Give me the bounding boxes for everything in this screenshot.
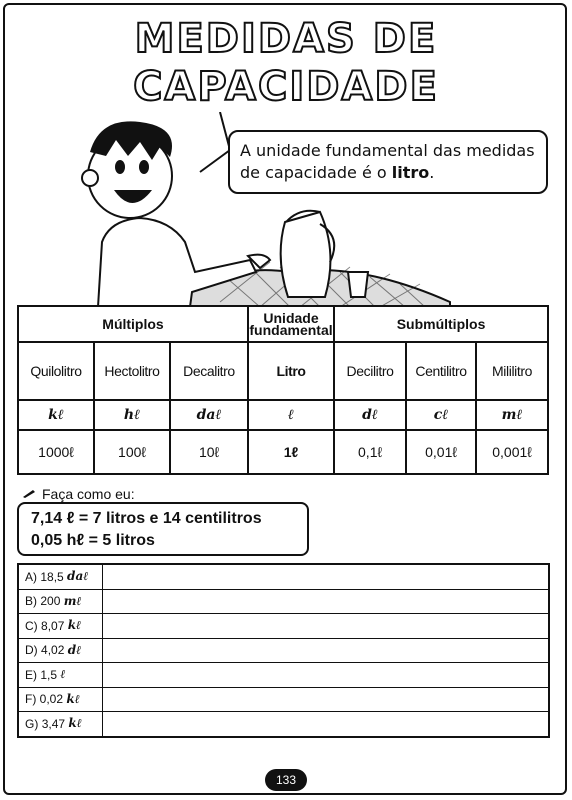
unit-symbol: kℓ xyxy=(18,400,94,430)
speech-text-end: . xyxy=(429,163,435,182)
unit-value: 1ℓ xyxy=(248,430,334,474)
unit-value: 10ℓ xyxy=(170,430,248,474)
exercise-row xyxy=(19,590,548,615)
exercise-list xyxy=(17,563,550,738)
unit-name: Decilitro xyxy=(334,342,406,400)
exercise-row xyxy=(19,688,548,713)
header-multiples: Múltiplos xyxy=(18,306,248,342)
unit-symbol: ℓ xyxy=(248,400,334,430)
capacity-units-table xyxy=(17,305,549,475)
exercise-row xyxy=(19,712,548,736)
unit-name: Decalitro xyxy=(170,342,248,400)
page-title-line2: CAPACIDADE xyxy=(133,64,439,110)
exercise-row xyxy=(19,663,548,688)
exercise-label: G) 3,47 kℓ xyxy=(19,712,103,736)
header-submultiples: Submúltiplos xyxy=(334,306,548,342)
example-line: 7,14 ℓ = 7 litros e 14 centilitros xyxy=(31,510,262,527)
unit-symbol: dℓ xyxy=(334,400,406,430)
unit-name: Mililitro xyxy=(476,342,548,400)
page-number: 133 xyxy=(265,769,307,791)
exercise-row xyxy=(19,639,548,664)
speech-text: A unidade fundamental das medidas de capacidade é o xyxy=(240,141,535,182)
exercise-label: B) 200 mℓ xyxy=(19,590,103,614)
exercise-label: D) 4,02 dℓ xyxy=(19,639,103,663)
unit-symbol: hℓ xyxy=(94,400,170,430)
unit-value: 0,1ℓ xyxy=(334,430,406,474)
exercise-row xyxy=(19,565,548,590)
example-box xyxy=(17,502,309,556)
unit-name: Centilitro xyxy=(406,342,476,400)
exercise-label: E) 1,5 ℓ xyxy=(19,663,103,687)
unit-name: Quilolitro xyxy=(18,342,94,400)
unit-value: 100ℓ xyxy=(94,430,170,474)
unit-value: 0,001ℓ xyxy=(476,430,548,474)
unit-name: Litro xyxy=(248,342,334,400)
pencil-icon xyxy=(22,489,36,499)
exercise-row xyxy=(19,614,548,639)
instruction-text: Faça como eu: xyxy=(42,486,135,502)
speech-bold-word: litro xyxy=(391,163,430,182)
exercise-label: C) 8,07 kℓ xyxy=(19,614,103,638)
page-title-line1: MEDIDAS DE xyxy=(134,16,438,62)
unit-symbol: cℓ xyxy=(406,400,476,430)
instruction xyxy=(22,486,135,502)
unit-symbol: daℓ xyxy=(170,400,248,430)
exercise-label: A) 18,5 daℓ xyxy=(19,565,103,589)
unit-symbol: mℓ xyxy=(476,400,548,430)
unit-name: Hectolitro xyxy=(94,342,170,400)
speech-bubble xyxy=(228,130,548,194)
header-fundamental: Unidade fundamental xyxy=(248,306,334,342)
exercise-label: F) 0,02 kℓ xyxy=(19,688,103,712)
example-line: 0,05 hℓ = 5 litros xyxy=(31,532,155,549)
unit-value: 1000ℓ xyxy=(18,430,94,474)
unit-value: 0,01ℓ xyxy=(406,430,476,474)
